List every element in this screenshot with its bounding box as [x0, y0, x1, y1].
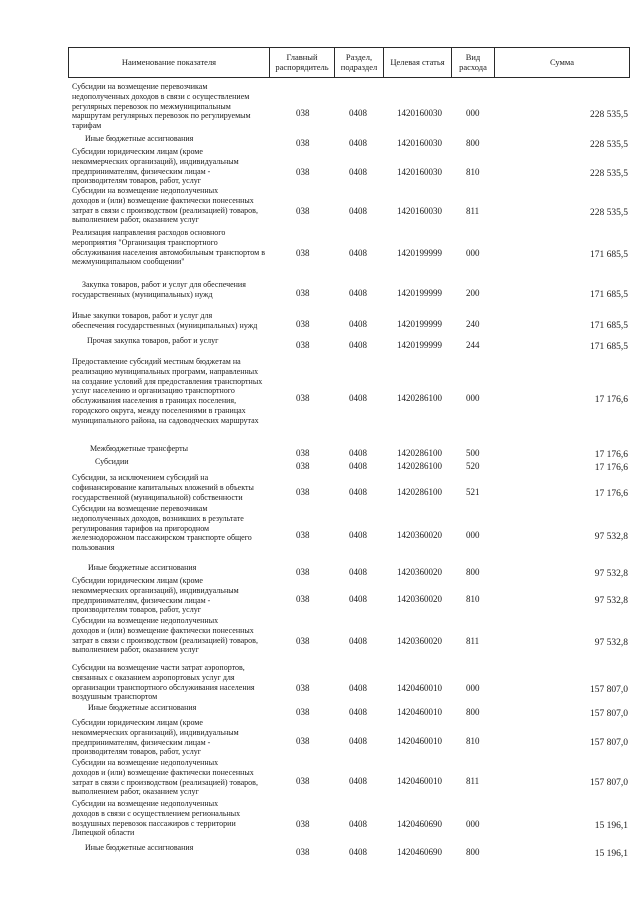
row-section: 0408	[349, 530, 367, 540]
row-amount: 228 535,5	[590, 140, 628, 150]
row-name-line: Межбюджетные трансферты	[90, 444, 188, 453]
row-expense-type: 000	[466, 683, 480, 693]
row-expense-type: 810	[466, 167, 480, 177]
row-amount: 15 196,1	[594, 821, 628, 831]
row-target-item: 1420460690	[397, 847, 442, 857]
row-section: 0408	[349, 707, 367, 717]
row-name-line: доходов и (или) возмещение фактически понесенных	[72, 195, 254, 205]
row-name-line: софинансирование капитальных вложений в объекты	[72, 482, 254, 492]
row-name-line: регулирования тарифов на пригородном	[72, 523, 210, 533]
row-chief-manager: 038	[296, 707, 310, 717]
row-amount: 157 807,0	[590, 778, 628, 788]
row-amount: 171 685,5	[590, 321, 628, 331]
row-section: 0408	[349, 567, 367, 577]
row-target-item: 1420160030	[397, 108, 442, 118]
row-amount: 228 535,5	[590, 110, 628, 120]
row-expense-type: 811	[466, 776, 480, 786]
row-name-line: Иные закупки товаров, работ и услуг для	[72, 311, 213, 320]
column-header-expense-type: Вид расхода	[459, 52, 487, 72]
row-target-item: 1420360020	[397, 636, 442, 646]
row-target-item: 1420199999	[397, 288, 442, 298]
row-expense-type: 500	[466, 448, 480, 458]
row-name-line: некоммерческих организаций), индивидуальным	[72, 585, 239, 595]
row-name-line: предпринимателям, физическим лицам -	[72, 166, 211, 176]
row-target-item: 1420460690	[397, 819, 442, 829]
row-name-line: некоммерческих организаций), индивидуальным	[72, 727, 239, 737]
row-name-line: доходов и (или) возмещение фактически понесенных	[72, 625, 254, 635]
row-expense-type: 800	[466, 138, 480, 148]
row-chief-manager: 038	[296, 819, 310, 829]
row-name-line: предпринимателям, физическим лицам -	[72, 595, 211, 605]
column-header-chief-manager: Главный распорядитель	[275, 52, 329, 72]
row-name-line: государственной (муниципальной) собственности	[72, 492, 243, 502]
row-name-line: Липецкой области	[72, 828, 135, 838]
row-name-line: недополученных доходов, возникших в результате	[72, 513, 244, 523]
row-target-item: 1420160030	[397, 206, 442, 216]
row-target-item: 1420460010	[397, 736, 442, 746]
row-amount: 17 176,6	[594, 463, 628, 473]
row-chief-manager: 038	[296, 487, 310, 497]
row-name-line: Субсидии	[95, 457, 129, 466]
row-target-item: 1420460010	[397, 683, 442, 693]
column-header-target-item: Целевая статья	[390, 57, 445, 67]
row-expense-type: 000	[466, 393, 480, 403]
row-amount: 228 535,5	[590, 208, 628, 218]
row-target-item: 1420360020	[397, 567, 442, 577]
row-section: 0408	[349, 288, 367, 298]
row-target-item: 1420199999	[397, 319, 442, 329]
row-amount: 17 176,6	[594, 450, 628, 460]
row-target-item: 1420360020	[397, 530, 442, 540]
row-name-line: Предоставление субсидий местным бюджетам на	[72, 357, 241, 366]
column-header-section: Раздел, подраздел	[340, 52, 378, 72]
row-chief-manager: 038	[296, 736, 310, 746]
row-chief-manager: 038	[296, 138, 310, 148]
row-name-line: Субсидии на возмещение недополученных	[72, 616, 219, 625]
row-chief-manager: 038	[296, 448, 310, 458]
row-expense-type: 810	[466, 736, 480, 746]
row-amount: 97 532,8	[594, 569, 628, 579]
row-target-item: 1420286100	[397, 393, 442, 403]
row-target-item: 1420160030	[397, 167, 442, 177]
row-name-line: Субсидии на возмещение перевозчикам	[72, 82, 208, 91]
row-amount: 157 807,0	[590, 738, 628, 748]
row-chief-manager: 038	[296, 108, 310, 118]
row-name-line: реализацию муниципальных программ, направленных	[72, 366, 259, 376]
row-amount: 171 685,5	[590, 342, 628, 352]
row-expense-type: 800	[466, 847, 480, 857]
row-name-line: услуг населению и организацию транспортного	[72, 386, 235, 396]
row-name-line: недополученных доходов в связи с осуществлением	[72, 91, 250, 101]
row-amount: 97 532,8	[594, 596, 628, 606]
row-name-line: Иные бюджетные ассигнования	[85, 134, 194, 143]
row-section: 0408	[349, 248, 367, 258]
row-amount: 97 532,8	[594, 532, 628, 542]
row-chief-manager: 038	[296, 683, 310, 693]
row-amount: 17 176,6	[594, 489, 628, 499]
row-section: 0408	[349, 736, 367, 746]
row-name-line: Субсидии на возмещение недополученных	[72, 186, 219, 195]
row-chief-manager: 038	[296, 461, 310, 471]
row-name-line: обеспечения государственных (муниципальных) нужд	[72, 320, 258, 330]
row-chief-manager: 038	[296, 167, 310, 177]
row-name-line: затрат в связи с производством (реализацией) товаров,	[72, 635, 258, 645]
row-expense-type: 520	[466, 461, 480, 471]
row-chief-manager: 038	[296, 847, 310, 857]
row-section: 0408	[349, 340, 367, 350]
row-chief-manager: 038	[296, 393, 310, 403]
row-name-line: Субсидии, за исключением субсидий на	[72, 473, 209, 482]
row-target-item: 1420360020	[397, 594, 442, 604]
column-header-name: Наименование показателя	[121, 57, 217, 67]
row-name-line: предпринимателям, физическим лицам -	[72, 737, 211, 747]
row-expense-type: 000	[466, 819, 480, 829]
row-name-line: Субсидии юридическим лицам (кроме	[72, 147, 203, 156]
row-section: 0408	[349, 448, 367, 458]
row-name-line: пользования	[72, 543, 115, 553]
row-name-line: маршрутам регулярных перевозок по регулируемым	[72, 111, 251, 121]
row-target-item: 1420460010	[397, 776, 442, 786]
row-name-line: Субсидии юридическим лицам (кроме	[72, 718, 203, 727]
row-amount: 17 176,6	[594, 395, 628, 405]
row-expense-type: 521	[466, 487, 480, 497]
row-amount: 171 685,5	[590, 250, 628, 260]
row-name-line: обслуживания населения автомобильным транспортом в	[72, 247, 265, 257]
row-name-line: выполнением работ, оказанием услуг	[72, 787, 199, 797]
row-name-line: затрат в связи с производством (реализацией) товаров,	[72, 205, 258, 215]
row-name-line: Реализация направления расходов основного	[72, 228, 226, 237]
row-name-line: доходов и (или) возмещение фактически понесенных	[72, 767, 254, 777]
row-name-line: Иные бюджетные ассигнования	[85, 843, 194, 852]
row-name-line: некоммерческих организаций), индивидуальным	[72, 156, 239, 166]
row-target-item: 1420286100	[397, 448, 442, 458]
row-chief-manager: 038	[296, 636, 310, 646]
row-section: 0408	[349, 167, 367, 177]
header-border-bottom	[68, 77, 630, 78]
row-target-item: 1420460010	[397, 707, 442, 717]
row-name-line: Иные бюджетные ассигнования	[88, 563, 197, 572]
row-expense-type: 240	[466, 319, 480, 329]
row-amount: 157 807,0	[590, 685, 628, 695]
header-border-right	[629, 47, 630, 78]
row-section: 0408	[349, 108, 367, 118]
row-name-line: тарифам	[72, 121, 102, 131]
row-name-line: Прочая закупка товаров, работ и услуг	[87, 336, 219, 345]
row-expense-type: 244	[466, 340, 480, 350]
row-expense-type: 800	[466, 707, 480, 717]
row-name-line: организации транспортного обслуживания населения	[72, 682, 255, 692]
row-name-line: Закупка товаров, работ и услуг для обеспечения	[82, 280, 246, 289]
row-chief-manager: 038	[296, 206, 310, 216]
row-name-line: регулярных перевозок по межмуниципальным	[72, 101, 231, 111]
row-chief-manager: 038	[296, 248, 310, 258]
row-name-line: производителям товаров, работ, услуг	[72, 176, 201, 186]
row-target-item: 1420286100	[397, 461, 442, 471]
row-amount: 157 807,0	[590, 709, 628, 719]
row-name-line: выполнением работ, оказанием услуг	[72, 645, 199, 655]
row-expense-type: 000	[466, 108, 480, 118]
row-name-line: производителям товаров, работ, услуг	[72, 747, 201, 757]
row-section: 0408	[349, 594, 367, 604]
row-target-item: 1420160030	[397, 138, 442, 148]
row-name-line: затрат в связи с производством (реализацией) товаров,	[72, 777, 258, 787]
row-amount: 97 532,8	[594, 638, 628, 648]
row-section: 0408	[349, 847, 367, 857]
row-name-line: производителям товаров, работ, услуг	[72, 605, 201, 615]
row-chief-manager: 038	[296, 594, 310, 604]
row-name-line: связанных с оказанием аэропортовых услуг для	[72, 672, 235, 682]
row-section: 0408	[349, 636, 367, 646]
row-expense-type: 800	[466, 567, 480, 577]
row-section: 0408	[349, 683, 367, 693]
row-target-item: 1420199999	[397, 340, 442, 350]
row-name-line: Субсидии на возмещение недополученных	[72, 799, 219, 808]
row-chief-manager: 038	[296, 567, 310, 577]
row-amount: 171 685,5	[590, 290, 628, 300]
row-name-line: Субсидии на возмещение недополученных	[72, 758, 219, 767]
row-section: 0408	[349, 819, 367, 829]
row-section: 0408	[349, 393, 367, 403]
row-expense-type: 000	[466, 530, 480, 540]
row-section: 0408	[349, 776, 367, 786]
row-amount: 15 196,1	[594, 849, 628, 859]
row-name-line: Субсидии на возмещение части затрат аэропортов,	[72, 663, 245, 672]
row-expense-type: 810	[466, 594, 480, 604]
row-section: 0408	[349, 461, 367, 471]
row-expense-type: 811	[466, 636, 480, 646]
row-name-line: воздушных перевозок пассажиров с территории	[72, 818, 236, 828]
row-chief-manager: 038	[296, 530, 310, 540]
row-amount: 228 535,5	[590, 169, 628, 179]
row-name-line: на создание условий для предоставления транспортных	[72, 376, 263, 386]
column-header-amount: Сумма	[549, 57, 575, 67]
row-name-line: городского округа, между поселениями в границах	[72, 406, 246, 415]
row-section: 0408	[349, 319, 367, 329]
row-name-line: Субсидии на возмещение перевозчикам	[72, 504, 208, 513]
row-name-line: обслуживания населения в границах поселения,	[72, 396, 237, 406]
row-name-line: Субсидии юридическим лицам (кроме	[72, 576, 203, 585]
row-expense-type: 811	[466, 206, 480, 216]
row-chief-manager: 038	[296, 776, 310, 786]
row-name-line: железнодорожном пассажирском транспорте общего	[72, 533, 252, 543]
row-chief-manager: 038	[296, 340, 310, 350]
row-name-line: муниципального района, на садоводческих маршрутах	[72, 415, 259, 425]
row-name-line: выполнением работ, оказанием услуг	[72, 215, 199, 225]
row-name-line: доходов в связи с осуществлением региональных	[72, 808, 241, 818]
row-expense-type: 200	[466, 288, 480, 298]
row-name-line: Иные бюджетные ассигнования	[88, 703, 197, 712]
row-name-line: воздушным транспортом	[72, 692, 158, 702]
row-target-item: 1420286100	[397, 487, 442, 497]
row-target-item: 1420199999	[397, 248, 442, 258]
row-expense-type: 000	[466, 248, 480, 258]
row-section: 0408	[349, 138, 367, 148]
row-section: 0408	[349, 206, 367, 216]
row-name-line: межмуниципальном сообщении"	[72, 257, 185, 267]
row-section: 0408	[349, 487, 367, 497]
row-chief-manager: 038	[296, 319, 310, 329]
row-name-line: мероприятия "Организация транспортного	[72, 237, 218, 247]
row-name-line: государственных (муниципальных) нужд	[72, 289, 213, 299]
row-chief-manager: 038	[296, 288, 310, 298]
